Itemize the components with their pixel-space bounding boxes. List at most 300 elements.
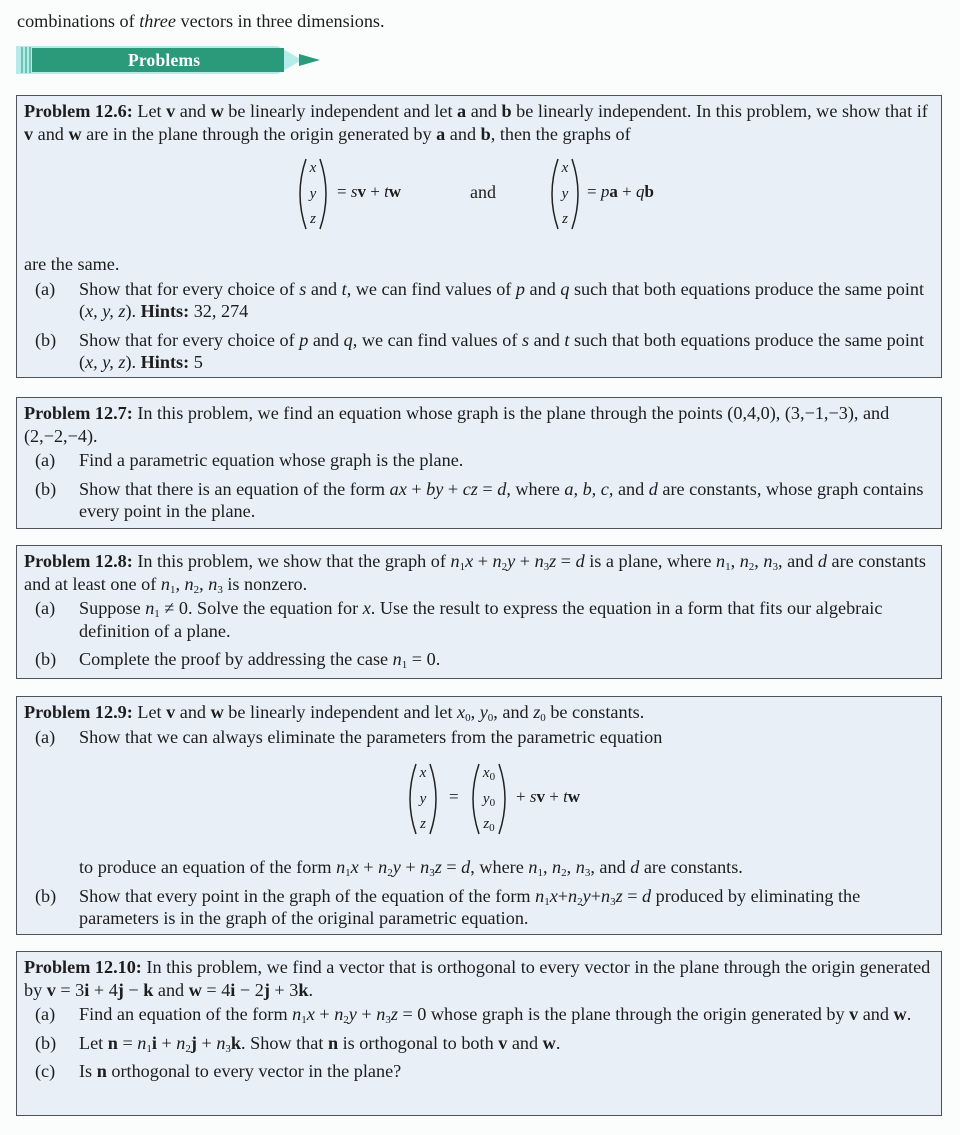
text: and	[153, 979, 189, 1000]
problem-box	[16, 95, 942, 378]
vector-symbol: w	[542, 1032, 556, 1053]
part-label: (a)	[35, 450, 56, 470]
math-var: n	[216, 1032, 226, 1053]
problem-part-a	[24, 449, 935, 472]
text: = 0 whose graph is the plane through the origin generated by	[397, 1004, 850, 1024]
math-var: y	[582, 885, 591, 906]
subscript: 3	[772, 561, 778, 573]
problem-part-b	[24, 648, 935, 671]
math-var: s	[521, 329, 530, 350]
text: be linearly independent and let	[223, 702, 458, 722]
math-var: n	[392, 649, 402, 669]
math-var: n	[137, 1032, 147, 1053]
problem-intro	[24, 701, 935, 724]
problem-box	[16, 545, 942, 679]
problem-part-a	[24, 278, 935, 323]
text: .	[906, 1004, 912, 1024]
problem-title: Problem 12.10:	[24, 957, 142, 977]
math-var: n	[575, 857, 585, 877]
subscript: 0	[489, 771, 496, 783]
text: In this problem, we find a vector that is orthogonal to every vector in the plane through the origin generated by	[24, 957, 931, 1000]
part-label: (b)	[35, 649, 57, 669]
text: , where	[506, 478, 565, 499]
math-var: n	[176, 1032, 186, 1053]
text: = 0.	[407, 649, 441, 669]
problem-part-b	[24, 885, 935, 930]
math-var: d	[817, 551, 827, 571]
problem-part-b	[24, 478, 935, 523]
vector-symbol: i	[84, 979, 90, 1000]
text: +	[406, 478, 427, 499]
text: Suppose	[79, 598, 146, 618]
vector-symbol: k	[230, 1032, 242, 1053]
text: =	[337, 182, 351, 201]
vector-symbol: j	[117, 979, 124, 1000]
subscript: 2	[185, 1042, 191, 1055]
math-var: d	[648, 478, 658, 499]
math-var: t	[341, 278, 347, 299]
text: be linearly independent. In this problem, we show that if	[511, 101, 928, 121]
text: are in the plane through the origin generated by	[81, 123, 437, 144]
vector-entry: y	[419, 791, 427, 807]
text: +	[156, 1032, 177, 1053]
subscript: 0	[540, 712, 546, 724]
math-var: cz	[462, 478, 478, 499]
subscript: 1	[459, 561, 466, 573]
vector-symbol: n	[327, 1032, 339, 1053]
math-var: n	[336, 857, 346, 877]
text: , where	[470, 857, 529, 877]
vector-symbol: v	[357, 182, 366, 201]
text: ,	[754, 551, 764, 571]
subscript: 2	[501, 561, 508, 573]
text: such that both equations produce the same point (	[79, 278, 925, 321]
text: is orthogonal to both	[338, 1032, 499, 1053]
problem-box	[16, 951, 942, 1116]
hints-label: Hints:	[140, 352, 190, 372]
text: Show that every point in the graph of the equation of the form	[79, 885, 536, 906]
math-var: n	[535, 885, 545, 906]
text: =	[587, 182, 601, 201]
text: +	[544, 787, 564, 806]
text: , and	[777, 551, 818, 571]
text: and	[524, 278, 561, 299]
vector-symbol: w	[68, 123, 82, 144]
math-var: x, y, z	[85, 352, 126, 372]
equation-rhs	[587, 181, 654, 204]
math-var: p	[299, 329, 309, 350]
math-var: x	[482, 765, 490, 781]
text: are constants, whose graph contains every point in the plane.	[79, 478, 924, 521]
math-var: z	[434, 857, 442, 877]
text: be linearly independent and let	[223, 101, 458, 121]
text: Show that for every choice of	[79, 329, 300, 350]
text: +	[473, 551, 493, 571]
part-label: (b)	[35, 885, 57, 906]
math-var: n	[334, 1004, 344, 1024]
problems-banner	[16, 44, 322, 76]
text: + 3	[269, 979, 299, 1000]
subscript: 2	[577, 895, 583, 908]
math-var: s	[299, 278, 307, 299]
text: and	[507, 1032, 543, 1053]
math-var: d	[630, 857, 640, 877]
part-label: (a)	[35, 278, 56, 299]
math-var: x	[549, 885, 558, 906]
vector-entry: z	[562, 211, 568, 227]
text: and	[613, 478, 649, 499]
math-var: q	[560, 278, 570, 299]
subscript: 1	[544, 895, 550, 908]
text: .	[308, 979, 313, 1000]
text: +	[356, 1004, 377, 1024]
vector-entry	[469, 815, 509, 833]
intro-text-part: combinations of	[17, 11, 140, 31]
vector-symbol: k	[143, 979, 154, 1000]
text: =	[117, 1032, 138, 1053]
text: +	[516, 787, 530, 806]
text: are constants and at least one of	[24, 551, 926, 594]
text: Show that for every choice of	[79, 278, 300, 299]
text: and	[308, 329, 344, 350]
math-var: n	[716, 551, 726, 571]
subscript: 1	[725, 561, 731, 573]
text: = 4	[201, 979, 231, 1000]
text: Show that we can always eliminate the parameters from the parametric equation	[79, 726, 663, 747]
problem-box	[16, 397, 942, 529]
subscript: 3	[429, 867, 435, 879]
vector-entry: z	[420, 816, 426, 832]
vector-entry: y	[561, 186, 569, 202]
text: Is	[79, 1061, 97, 1081]
subscript: 1	[345, 867, 351, 879]
display-equation	[24, 748, 935, 846]
text: + 4	[89, 979, 118, 1000]
problem-intro	[24, 402, 935, 447]
math-var: n	[292, 1004, 302, 1024]
vector-symbol: v	[166, 101, 176, 121]
math-var: t	[564, 329, 570, 350]
text: Let	[137, 101, 167, 121]
text: produced by eliminating the parameters is in the graph of the original parametric equation.	[79, 885, 861, 928]
text: Complete the proof by addressing the case	[79, 649, 393, 669]
text: are constants.	[639, 857, 743, 877]
text: ,	[470, 702, 480, 722]
vector-symbol: b	[480, 123, 491, 144]
vector-symbol: w	[567, 787, 581, 806]
subscript: 3	[584, 867, 591, 879]
column-vector	[296, 157, 330, 231]
math-var: z	[615, 885, 623, 906]
problem-text	[79, 856, 935, 879]
math-var: z	[533, 702, 541, 722]
text: Find a parametric equation whose graph is the plane.	[79, 450, 464, 470]
part-label: (a)	[35, 598, 56, 618]
math-var: y	[479, 702, 488, 722]
math-var: s	[350, 182, 358, 201]
text: Let	[137, 702, 167, 722]
vector-symbol: j	[263, 979, 270, 1000]
part-label: (a)	[35, 726, 56, 747]
math-var: z	[549, 551, 557, 571]
text: and	[306, 278, 342, 299]
vector-symbol: w	[210, 702, 224, 722]
subscript: 0	[489, 797, 496, 809]
math-var: d	[642, 885, 652, 906]
part-label: (a)	[35, 1004, 56, 1024]
problem-title: Problem 12.6:	[24, 101, 133, 121]
vector-symbol: v	[536, 787, 545, 806]
text: and	[175, 101, 211, 121]
column-vector	[406, 762, 440, 836]
text: , we can find values of	[346, 278, 516, 299]
problem-title: Problem 12.9:	[24, 702, 133, 722]
text: ,	[175, 573, 185, 594]
subscript: 3	[543, 561, 550, 573]
text: +	[400, 857, 421, 877]
math-var: x	[465, 551, 474, 571]
math-var: n	[528, 857, 538, 877]
math-var: a, b, c,	[564, 478, 614, 499]
text: , and	[493, 702, 534, 722]
math-var: n	[739, 551, 749, 571]
subscript: 2	[748, 561, 755, 573]
problem-intro	[24, 100, 935, 145]
math-var: n	[492, 551, 502, 571]
vector-symbol: a	[609, 182, 618, 201]
subscript: 1	[401, 659, 408, 671]
problem-text: are the same.	[24, 254, 120, 274]
vector-symbol: b	[501, 101, 512, 121]
math-var: z	[483, 816, 490, 832]
display-equation	[24, 145, 935, 243]
text: and	[33, 123, 69, 144]
problem-part-a	[24, 726, 935, 879]
subscript: 3	[225, 1042, 231, 1055]
math-var: y	[392, 857, 401, 877]
math-var: t	[563, 787, 568, 806]
text: ,	[199, 573, 209, 594]
vector-symbol: n	[107, 1032, 118, 1053]
math-var: s	[529, 787, 537, 806]
vector-symbol: v	[498, 1032, 508, 1053]
subscript: 1	[537, 867, 543, 879]
text: In this problem, we show that the graph of	[137, 551, 451, 571]
vector-entry: y	[309, 186, 317, 202]
vector-entry: x	[309, 160, 317, 176]
vector-entry: x	[419, 765, 427, 781]
text: =	[441, 857, 462, 877]
math-var: n	[160, 573, 170, 594]
text: +	[617, 182, 636, 201]
subscript: 2	[193, 583, 200, 596]
vector-symbol: a	[436, 123, 446, 144]
text: =	[556, 551, 576, 571]
subscript: 2	[343, 1014, 349, 1026]
banner-label: Problems	[128, 50, 201, 70]
math-var: y	[348, 1004, 357, 1024]
problem-part-b	[24, 329, 935, 374]
subscript: 0	[465, 712, 471, 724]
equation-rhs	[516, 786, 580, 809]
vector-entry	[469, 790, 509, 808]
text: ,	[730, 551, 740, 571]
math-var: p	[515, 278, 525, 299]
subscript: 0	[487, 712, 494, 724]
vector-symbol: v	[24, 123, 34, 144]
subscript: 1	[169, 583, 176, 596]
text: and	[529, 329, 565, 350]
math-var: x	[306, 1004, 315, 1024]
column-vector	[469, 762, 509, 836]
vector-symbol: i	[230, 979, 236, 1000]
problem-title: Problem 12.7:	[24, 403, 133, 423]
text: +	[443, 478, 463, 499]
vector-entry: x	[561, 160, 569, 176]
text: to produce an equation of the form	[79, 857, 337, 877]
problem-box	[16, 696, 942, 935]
math-var: q	[343, 329, 353, 350]
vector-symbol: i	[151, 1032, 157, 1053]
math-var: x	[350, 857, 359, 877]
text: Find an equation of the form	[79, 1004, 293, 1024]
vector-symbol: j	[190, 1032, 197, 1053]
equation-connector: and	[470, 182, 496, 202]
math-var: x	[362, 598, 371, 618]
subscript: 2	[561, 867, 567, 879]
math-var: x	[457, 702, 466, 722]
vector-symbol: w	[188, 979, 202, 1000]
text: +	[314, 1004, 335, 1024]
subscript: 1	[301, 1014, 307, 1026]
text: Show that there is an equation of the form	[79, 478, 390, 499]
text: , we can find values of	[352, 329, 522, 350]
text: . Use the result to express the equation in a form that fits our algebraic definition of a plane.	[79, 598, 883, 641]
text: =	[477, 478, 498, 499]
math-var: n	[184, 573, 194, 594]
text: and	[466, 101, 502, 121]
vector-entry: z	[310, 211, 316, 227]
text: ≠ 0. Solve the equation for	[159, 598, 363, 618]
math-var: n	[145, 598, 155, 618]
vector-symbol: k	[298, 979, 309, 1000]
part-label: (b)	[35, 1032, 57, 1053]
hints-numbers[interactable]: 5	[189, 352, 203, 372]
text: =	[622, 885, 642, 906]
math-var: d	[461, 857, 471, 877]
text: ).	[125, 301, 141, 321]
text: +	[365, 182, 385, 201]
math-var: y	[482, 791, 490, 807]
text: ).	[125, 352, 141, 372]
part-label: (b)	[35, 329, 57, 350]
text: and	[858, 1004, 894, 1024]
problem-part-c	[24, 1060, 935, 1083]
hints-numbers[interactable]: 32, 274	[189, 301, 249, 321]
problem-title: Problem 12.8:	[24, 551, 133, 571]
text: is a plane, where	[584, 551, 716, 571]
math-var: n	[378, 857, 388, 877]
equals-sign: =	[449, 787, 459, 806]
intro-text	[17, 9, 385, 33]
part-label: (c)	[35, 1061, 56, 1081]
text: − 2	[235, 979, 264, 1000]
math-var: z	[390, 1004, 398, 1024]
text: be constants.	[545, 702, 645, 722]
math-var: n	[534, 551, 544, 571]
math-var: t	[384, 182, 389, 201]
vector-symbol: a	[457, 101, 467, 121]
vector-symbol: w	[893, 1004, 907, 1024]
math-var: n	[568, 885, 578, 906]
equation-rhs	[337, 181, 401, 204]
math-var: n	[208, 573, 218, 594]
subscript: 3	[610, 895, 616, 908]
vector-symbol: n	[96, 1061, 107, 1081]
math-var: n	[376, 1004, 386, 1024]
text: In this problem, we find an equation whose graph is the plane through the points (0,4,0), (3,−1,−3), and (2,−2,−4).	[24, 403, 890, 446]
intro-emphasis: three	[139, 11, 176, 31]
text: is nonzero.	[222, 573, 308, 594]
problem-intro	[24, 550, 935, 595]
math-var: ax	[389, 478, 407, 499]
math-var: q	[635, 182, 645, 201]
text: +	[557, 885, 569, 906]
problem-part-a	[24, 597, 935, 642]
text: +	[515, 551, 535, 571]
vector-symbol: w	[210, 101, 224, 121]
text: +	[590, 885, 601, 906]
problem-part-a	[24, 1003, 935, 1026]
subscript: 1	[146, 1042, 152, 1055]
math-var: d	[575, 551, 585, 571]
math-var: p	[600, 182, 610, 201]
text: , and	[590, 857, 631, 877]
math-var: n	[420, 857, 430, 877]
vector-symbol: v	[166, 702, 176, 722]
text: +	[358, 857, 379, 877]
text: , then the graphs of	[490, 123, 631, 144]
math-var: n	[763, 551, 773, 571]
math-var: y	[507, 551, 516, 571]
intro-text-part: vectors in three dimensions.	[175, 11, 385, 31]
problem-part-b	[24, 1032, 935, 1055]
text: Let	[79, 1032, 108, 1053]
math-var: n	[600, 885, 611, 906]
text: such that both equations produce the same point (	[79, 329, 925, 372]
math-var: d	[497, 478, 507, 499]
column-vector	[548, 157, 582, 231]
text: −	[123, 979, 144, 1000]
text: . Show that	[241, 1032, 328, 1053]
part-label: (b)	[35, 478, 57, 499]
vector-symbol: v	[46, 979, 56, 1000]
text: and	[445, 123, 481, 144]
text: and	[175, 702, 211, 722]
subscript: 0	[489, 822, 495, 834]
subscript: 1	[154, 608, 160, 620]
problem-intro	[24, 956, 935, 1001]
math-var: x, y, z	[85, 301, 126, 321]
math-var: n	[450, 551, 460, 571]
text: .	[555, 1032, 561, 1053]
text: = 3	[55, 979, 85, 1000]
vector-symbol: b	[644, 182, 654, 201]
subscript: 3	[217, 583, 223, 596]
subscript: 2	[387, 867, 393, 879]
text: orthogonal to every vector in the plane?	[106, 1061, 402, 1081]
text: +	[196, 1032, 217, 1053]
